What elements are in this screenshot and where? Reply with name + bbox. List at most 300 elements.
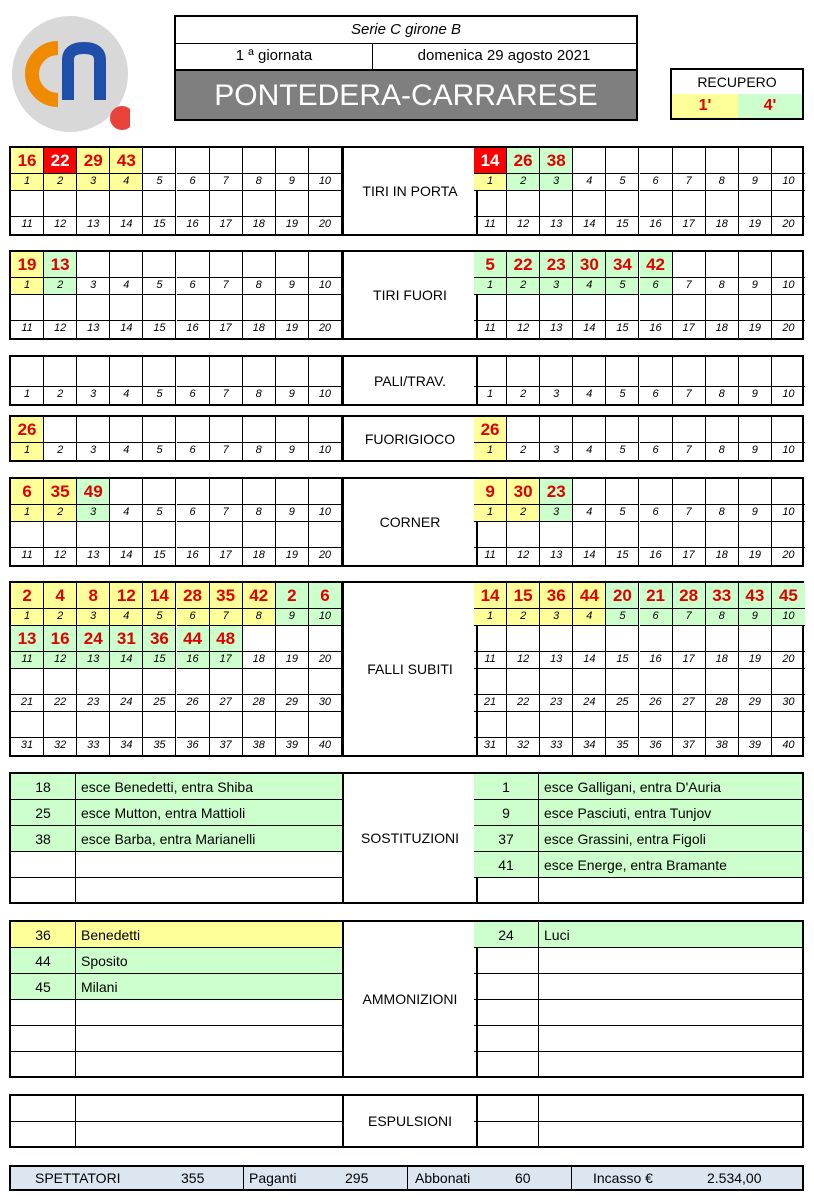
minute-value: 35 xyxy=(44,479,77,505)
slot-number: 16 xyxy=(177,217,210,234)
slot-number: 4 xyxy=(110,505,143,522)
minute-value xyxy=(673,417,706,443)
minute-value: 28 xyxy=(177,583,210,609)
slot-number: 14 xyxy=(573,217,606,234)
minute-value xyxy=(474,295,507,321)
event-text xyxy=(81,852,342,878)
minute-value xyxy=(309,417,342,443)
slot-number: 3 xyxy=(77,174,110,191)
slot-number: 17 xyxy=(210,652,243,669)
slot-number: 10 xyxy=(772,505,805,522)
minute-value: 48 xyxy=(210,626,243,652)
slot-number: 2 xyxy=(44,387,77,404)
minute-value xyxy=(507,357,540,387)
slot-number: 3 xyxy=(77,278,110,295)
minute-value xyxy=(540,417,573,443)
event-text xyxy=(81,1052,342,1078)
minute-value xyxy=(706,191,739,217)
slot-number: 8 xyxy=(706,505,739,522)
event-minute xyxy=(11,878,76,904)
minute-value: 44 xyxy=(573,583,606,609)
minute-value xyxy=(573,626,606,652)
slot-number: 37 xyxy=(673,738,706,755)
minute-value xyxy=(110,669,143,695)
list-row xyxy=(474,1052,802,1078)
slot-number: 17 xyxy=(210,548,243,565)
minute-value xyxy=(772,479,805,505)
minute-value xyxy=(309,669,342,695)
slot-number: 14 xyxy=(110,548,143,565)
minute-value xyxy=(77,417,110,443)
minute-value xyxy=(276,522,309,548)
slot-number: 23 xyxy=(540,695,573,712)
minute-value xyxy=(77,712,110,738)
slot-number: 7 xyxy=(673,387,706,404)
slot-number: 6 xyxy=(177,387,210,404)
slot-number: 1 xyxy=(11,443,44,460)
section-label: TIRI FUORI xyxy=(342,252,478,338)
event-minute: 18 xyxy=(11,774,76,800)
section-falli xyxy=(9,581,804,757)
event-minute: 41 xyxy=(474,852,539,878)
minute-value xyxy=(573,479,606,505)
minute-value: 30 xyxy=(507,479,540,505)
slot-number: 15 xyxy=(143,217,176,234)
slot-number: 23 xyxy=(77,695,110,712)
event-minute: 25 xyxy=(11,800,76,826)
slot-number: 3 xyxy=(77,505,110,522)
slot-number: 12 xyxy=(507,321,540,338)
slot-number: 17 xyxy=(673,217,706,234)
event-minute: 44 xyxy=(11,948,76,974)
event-text: Milani xyxy=(81,979,118,995)
minute-value: 22 xyxy=(507,252,540,278)
minute-value: 24 xyxy=(77,626,110,652)
minute-value: 14 xyxy=(474,583,507,609)
minute-value xyxy=(110,295,143,321)
minute-value xyxy=(706,522,739,548)
slot-number: 13 xyxy=(540,652,573,669)
slot-number: 27 xyxy=(673,695,706,712)
minute-value: 49 xyxy=(77,479,110,505)
slot-number: 39 xyxy=(276,738,309,755)
slot-number: 7 xyxy=(673,609,706,626)
slot-number: 6 xyxy=(640,609,673,626)
slot-number: 19 xyxy=(739,321,772,338)
minute-value xyxy=(606,191,639,217)
minute-value: 16 xyxy=(11,148,44,174)
minute-value: 36 xyxy=(540,583,573,609)
slot-number: 3 xyxy=(77,609,110,626)
slot-number: 3 xyxy=(77,443,110,460)
left-team-grid xyxy=(11,252,342,338)
section-label: FUORIGIOCO xyxy=(342,417,478,460)
minute-value xyxy=(11,191,44,217)
slot-number: 12 xyxy=(44,321,77,338)
slot-number: 14 xyxy=(573,548,606,565)
slot-number: 9 xyxy=(739,609,772,626)
slot-number: 5 xyxy=(143,278,176,295)
substitutions-label: SOSTITUZIONI xyxy=(342,774,478,902)
minute-value: 15 xyxy=(507,583,540,609)
minute-value xyxy=(143,148,176,174)
slot-number: 15 xyxy=(606,652,639,669)
minute-value xyxy=(540,295,573,321)
slot-number: 2 xyxy=(44,505,77,522)
slot-number: 4 xyxy=(110,609,143,626)
event-text: Sposito xyxy=(81,953,128,969)
minute-value xyxy=(540,626,573,652)
minute-value xyxy=(44,295,77,321)
slot-number: 37 xyxy=(210,738,243,755)
slot-number: 20 xyxy=(309,652,342,669)
list-row xyxy=(474,1122,802,1148)
slot-number: 4 xyxy=(110,278,143,295)
minute-value xyxy=(243,357,276,387)
slot-number: 2 xyxy=(507,387,540,404)
slot-number: 5 xyxy=(606,174,639,191)
slot-number: 6 xyxy=(640,278,673,295)
slot-number: 16 xyxy=(177,652,210,669)
minute-value xyxy=(706,295,739,321)
slot-number: 8 xyxy=(706,443,739,460)
minute-value xyxy=(606,626,639,652)
slot-number: 28 xyxy=(706,695,739,712)
event-text: Benedetti xyxy=(81,927,141,943)
event-text xyxy=(544,878,802,904)
minute-value xyxy=(210,712,243,738)
slot-number: 5 xyxy=(143,505,176,522)
event-minute: 37 xyxy=(474,826,539,852)
slot-number: 9 xyxy=(739,174,772,191)
minute-value xyxy=(210,252,243,278)
minute-value xyxy=(640,479,673,505)
minute-value xyxy=(309,357,342,387)
left-team-grid xyxy=(11,148,342,234)
slot-number: 15 xyxy=(606,321,639,338)
slot-number: 10 xyxy=(782,444,795,456)
slot-number: 12 xyxy=(44,548,77,565)
slot-number: 14 xyxy=(110,321,143,338)
minute-value xyxy=(739,626,772,652)
minute-value: 30 xyxy=(573,252,606,278)
section-pali xyxy=(9,355,804,406)
slot-number: 5 xyxy=(143,387,176,404)
minute-value xyxy=(606,295,639,321)
minute-value: 9 xyxy=(474,479,507,505)
minute-value xyxy=(44,417,77,443)
minute-value xyxy=(143,191,176,217)
minute-value: 36 xyxy=(143,626,176,652)
slot-number: 1 xyxy=(11,387,44,404)
minute-value xyxy=(706,252,739,278)
minute-value xyxy=(507,626,540,652)
slot-number: 18 xyxy=(243,652,276,669)
minute-value xyxy=(44,522,77,548)
slot-number: 8 xyxy=(243,443,276,460)
slot-number: 12 xyxy=(507,548,540,565)
minute-value xyxy=(640,148,673,174)
club-logo xyxy=(10,14,130,134)
minute-value xyxy=(110,522,143,548)
minute-value xyxy=(739,479,772,505)
slot-number: 38 xyxy=(243,738,276,755)
minute-value xyxy=(772,148,805,174)
event-text: esce Barba, entra Marianelli xyxy=(81,831,256,847)
slot-number: 18 xyxy=(706,652,739,669)
bookings-section xyxy=(9,920,804,1078)
event-minute xyxy=(11,1052,76,1078)
slot-number: 32 xyxy=(507,738,540,755)
minute-value: 23 xyxy=(540,479,573,505)
slot-number: 20 xyxy=(782,322,795,334)
minute-value xyxy=(507,712,540,738)
slot-number: 9 xyxy=(276,278,309,295)
slot-number: 7 xyxy=(210,278,243,295)
slot-number: 17 xyxy=(210,321,243,338)
minute-value xyxy=(11,357,44,387)
minute-value xyxy=(177,669,210,695)
attendance-bar xyxy=(9,1165,804,1191)
minute-value xyxy=(772,295,805,321)
section-label: TIRI IN PORTA xyxy=(342,148,478,234)
round-label: 1 ª giornata xyxy=(176,43,373,69)
slot-number: 6 xyxy=(177,609,210,626)
minute-value xyxy=(673,252,706,278)
event-minute xyxy=(474,1122,539,1148)
slot-number: 19 xyxy=(276,548,309,565)
substitutions-section xyxy=(9,772,804,904)
slot-number: 10 xyxy=(772,174,805,191)
minute-value xyxy=(474,191,507,217)
minute-value xyxy=(573,191,606,217)
slot-number: 13 xyxy=(77,548,110,565)
slot-number: 11 xyxy=(11,217,44,234)
slot-number: 6 xyxy=(640,443,673,460)
minute-value xyxy=(772,669,805,695)
minute-value xyxy=(44,357,77,387)
minute-value xyxy=(11,712,44,738)
slot-number: 20 xyxy=(782,549,795,561)
minute-value xyxy=(706,357,739,387)
event-text: esce Grassini, entra Figoli xyxy=(544,831,706,847)
slot-number: 7 xyxy=(210,387,243,404)
section-label: PALI/TRAV. xyxy=(342,357,478,404)
slot-number: 19 xyxy=(276,321,309,338)
minute-value xyxy=(706,148,739,174)
slot-number: 25 xyxy=(606,695,639,712)
minute-value xyxy=(276,479,309,505)
list-row xyxy=(474,1096,802,1122)
minute-value xyxy=(640,417,673,443)
slot-number: 14 xyxy=(110,652,143,669)
minute-value: 42 xyxy=(243,583,276,609)
minute-value: 23 xyxy=(540,252,573,278)
minute-value xyxy=(673,148,706,174)
minute-value xyxy=(110,712,143,738)
minute-value: 26 xyxy=(474,417,507,443)
minute-value xyxy=(210,479,243,505)
minute-value: 43 xyxy=(739,583,772,609)
slot-number: 13 xyxy=(540,217,573,234)
minute-value xyxy=(739,357,772,387)
minute-value xyxy=(44,712,77,738)
slot-number: 3 xyxy=(77,387,110,404)
minute-value xyxy=(110,417,143,443)
minute-value xyxy=(640,712,673,738)
slot-number: 10 xyxy=(309,387,342,404)
minute-value: 29 xyxy=(77,148,110,174)
event-text: esce Mutton, entra Mattioli xyxy=(81,805,246,821)
minute-value xyxy=(474,522,507,548)
slot-number: 8 xyxy=(243,174,276,191)
slot-number: 16 xyxy=(177,548,210,565)
slot-number: 15 xyxy=(143,321,176,338)
slot-number: 10 xyxy=(309,174,342,191)
event-minute: 9 xyxy=(474,800,539,826)
minute-value: 14 xyxy=(143,583,176,609)
event-minute xyxy=(11,1000,76,1026)
minute-value xyxy=(706,712,739,738)
abbonati-value: 60 xyxy=(515,1170,531,1186)
minute-value xyxy=(276,252,309,278)
minute-value xyxy=(673,357,706,387)
minute-value xyxy=(507,522,540,548)
list-row xyxy=(11,1122,342,1148)
slot-number: 9 xyxy=(276,505,309,522)
event-minute: 45 xyxy=(11,974,76,1000)
slot-number: 33 xyxy=(77,738,110,755)
minute-value xyxy=(706,417,739,443)
minute-value xyxy=(276,626,309,652)
minute-value: 31 xyxy=(110,626,143,652)
slot-number: 11 xyxy=(474,548,507,565)
slot-number: 15 xyxy=(606,217,639,234)
minute-value xyxy=(706,669,739,695)
slot-number: 39 xyxy=(739,738,772,755)
minute-value xyxy=(474,626,507,652)
slot-number: 2 xyxy=(507,443,540,460)
slot-number: 20 xyxy=(309,321,342,338)
minute-value xyxy=(77,522,110,548)
slot-number: 6 xyxy=(640,505,673,522)
slot-number: 13 xyxy=(77,321,110,338)
minute-value xyxy=(276,712,309,738)
slot-number: 19 xyxy=(276,217,309,234)
minute-value xyxy=(11,295,44,321)
slot-number: 5 xyxy=(606,387,639,404)
minute-value: 20 xyxy=(606,583,639,609)
minute-value xyxy=(540,712,573,738)
slot-number: 18 xyxy=(243,321,276,338)
slot-number: 10 xyxy=(772,278,805,295)
slot-number: 7 xyxy=(210,609,243,626)
slot-number: 2 xyxy=(507,278,540,295)
slot-number: 30 xyxy=(309,695,342,712)
minute-value: 14 xyxy=(474,148,507,174)
slot-number: 17 xyxy=(210,217,243,234)
section-tiri-porta xyxy=(9,146,804,236)
slot-number: 3 xyxy=(540,278,573,295)
event-minute xyxy=(474,878,539,904)
right-team-grid xyxy=(474,357,805,404)
slot-number: 24 xyxy=(110,695,143,712)
minute-value xyxy=(507,417,540,443)
slot-number: 11 xyxy=(474,652,507,669)
minute-value xyxy=(309,479,342,505)
slot-number: 7 xyxy=(673,443,706,460)
slot-number: 10 xyxy=(782,388,795,400)
minute-value xyxy=(243,479,276,505)
slot-number: 4 xyxy=(573,278,606,295)
left-team-grid xyxy=(11,583,342,755)
slot-number: 31 xyxy=(474,738,507,755)
minute-value xyxy=(507,295,540,321)
minute-value: 2 xyxy=(276,583,309,609)
slot-number: 2 xyxy=(44,278,77,295)
section-tiri-fuori xyxy=(9,250,804,340)
event-text xyxy=(81,1000,342,1026)
minute-value xyxy=(673,479,706,505)
slot-number: 40 xyxy=(309,738,342,755)
minute-value xyxy=(177,191,210,217)
slot-number: 1 xyxy=(11,609,44,626)
slot-number: 36 xyxy=(640,738,673,755)
minute-value xyxy=(143,712,176,738)
event-minute xyxy=(474,1096,539,1122)
minute-value xyxy=(309,191,342,217)
minute-value xyxy=(243,669,276,695)
minute-value: 6 xyxy=(309,583,342,609)
event-text xyxy=(81,1096,342,1122)
slot-number: 1 xyxy=(11,174,44,191)
minute-value: 13 xyxy=(44,252,77,278)
minute-value xyxy=(210,417,243,443)
minute-value: 34 xyxy=(606,252,639,278)
slot-number: 19 xyxy=(739,548,772,565)
minute-value: 42 xyxy=(640,252,673,278)
slot-number: 9 xyxy=(276,443,309,460)
slot-number: 4 xyxy=(573,505,606,522)
slot-number: 15 xyxy=(143,548,176,565)
minute-value xyxy=(540,357,573,387)
slot-number: 8 xyxy=(706,609,739,626)
minute-value xyxy=(143,357,176,387)
slot-number: 18 xyxy=(706,321,739,338)
slot-number: 35 xyxy=(606,738,639,755)
minute-value xyxy=(573,417,606,443)
slot-number: 20 xyxy=(309,548,342,565)
minute-value xyxy=(243,252,276,278)
minute-value: 12 xyxy=(110,583,143,609)
minute-value xyxy=(573,522,606,548)
minute-value xyxy=(739,522,772,548)
event-text xyxy=(544,948,802,974)
minute-value xyxy=(309,295,342,321)
slot-number: 5 xyxy=(606,505,639,522)
slot-number: 1 xyxy=(474,387,507,404)
minute-value xyxy=(606,417,639,443)
minute-value xyxy=(177,148,210,174)
event-text: esce Galligani, entra D'Auria xyxy=(544,779,721,795)
slot-number: 40 xyxy=(782,739,795,751)
minute-value xyxy=(739,191,772,217)
slot-number: 28 xyxy=(243,695,276,712)
minute-value xyxy=(673,712,706,738)
slot-number: 19 xyxy=(739,217,772,234)
minute-value xyxy=(606,357,639,387)
minute-value xyxy=(110,479,143,505)
